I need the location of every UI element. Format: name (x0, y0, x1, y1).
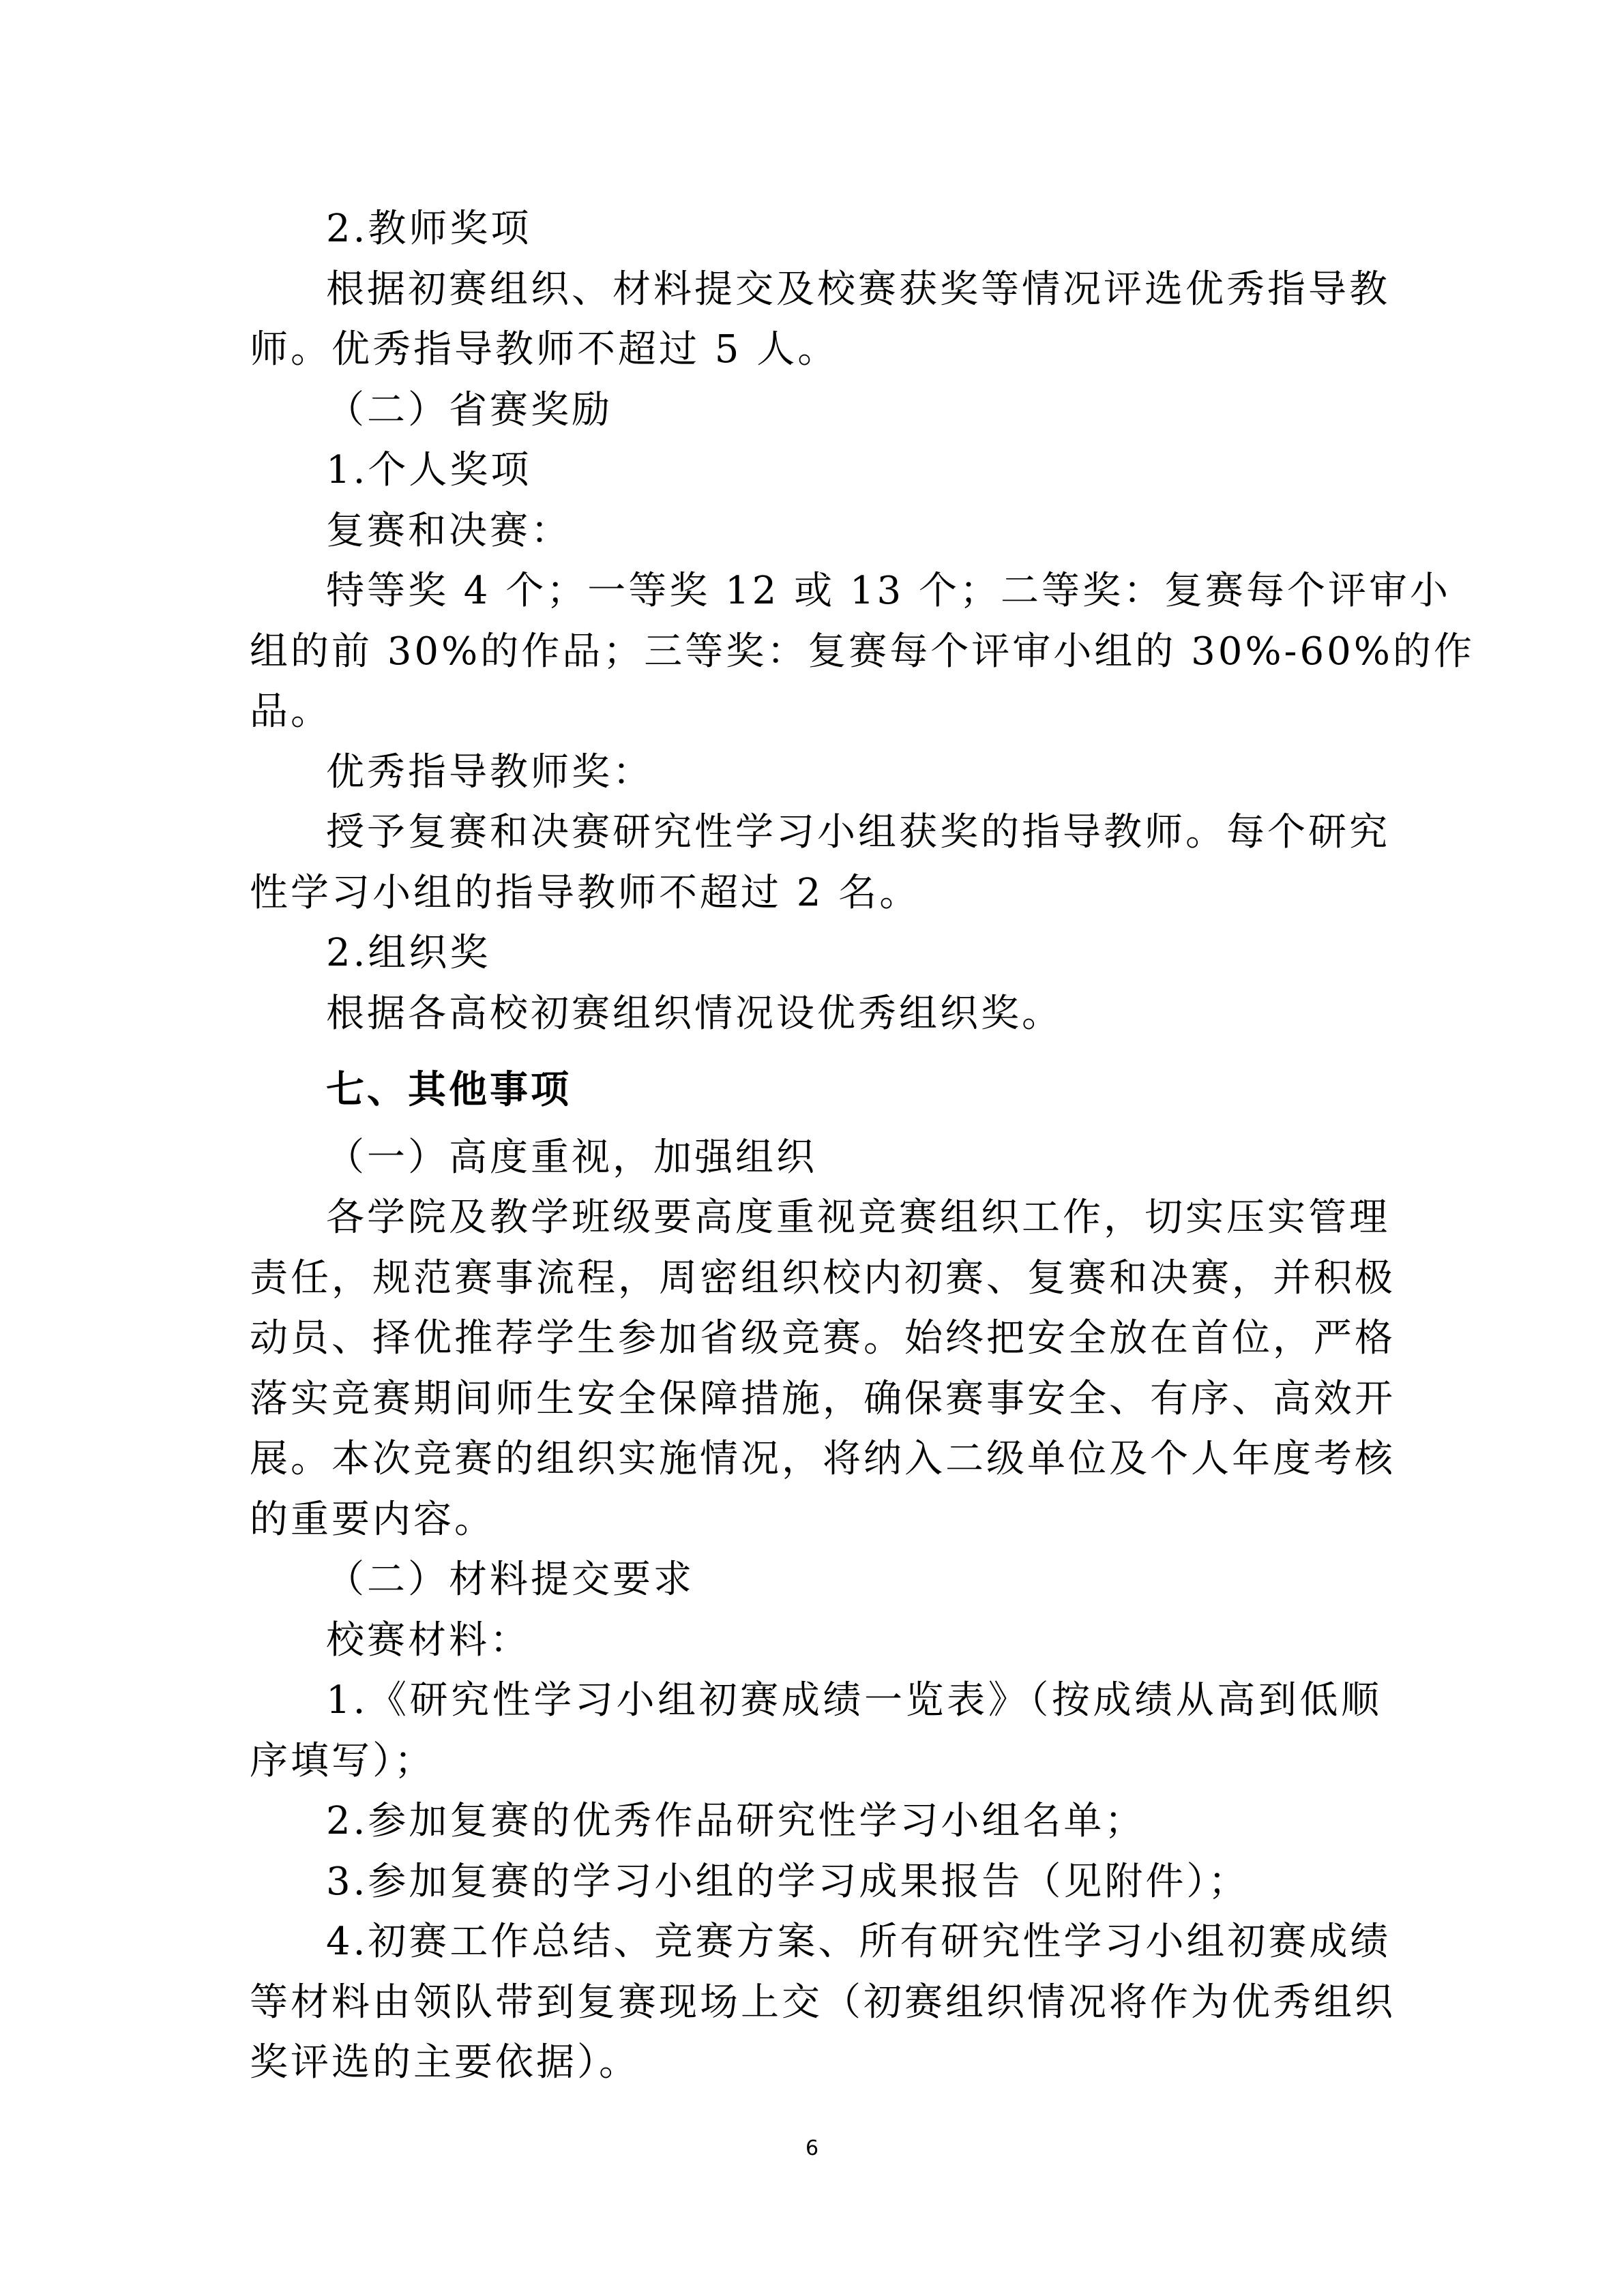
page-number: 6 (805, 2136, 819, 2160)
paragraph-line: 优秀指导教师奖： (326, 749, 653, 794)
paragraph-line: 责任，规范赛事流程，周密组织校内初赛、复赛和决赛，并积极 (250, 1255, 1396, 1300)
list-item: 4.初赛工作总结、竞赛方案、所有研究性学习小组初赛成绩 (326, 1920, 1391, 1964)
chapter-heading-other-matters: 七、其他事项 (326, 1068, 572, 1112)
section-heading-organization: （一）高度重视，加强组织 (326, 1135, 817, 1180)
list-item: 3.参加复赛的学习小组的学习成果报告（见附件）； (326, 1859, 1250, 1904)
paragraph-line: 的重要内容。 (250, 1497, 495, 1542)
paragraph-line: 性学习小组的指导教师不超过 2 名。 (250, 870, 921, 915)
paragraph-line: 复赛和决赛： (326, 508, 572, 553)
list-item: 2.参加复赛的优秀作品研究性学习小组名单； (326, 1799, 1146, 1843)
paragraph-line: 师。优秀指导教师不超过 5 人。 (250, 327, 839, 372)
section-heading-material-requirements: （二）材料提交要求 (326, 1557, 694, 1602)
subheading-individual-award: 1.个人奖项 (326, 448, 532, 492)
paragraph-line: 品。 (250, 689, 331, 734)
document-body (250, 199, 1475, 2093)
paragraph-line: 动员、择优推荐学生参加省级竞赛。始终把安全放在首位，严格 (250, 1316, 1396, 1360)
section-heading-provincial-awards: （二）省赛奖励 (326, 387, 612, 432)
paragraph-line: 授予复赛和决赛研究性学习小组获奖的指导教师。每个研究 (326, 810, 1390, 854)
paragraph-line: 组的前 30%的作品；三等奖：复赛每个评审小组的 30%-60%的作 (250, 629, 1475, 674)
list-item: 1.《研究性学习小组初赛成绩一览表》（按成绩从高到低顺 (326, 1678, 1382, 1723)
paragraph-line: 校赛材料： (326, 1617, 531, 1663)
paragraph-line: 根据各高校初赛组织情况设优秀组织奖。 (326, 991, 1063, 1036)
list-item-continuation: 等材料由领队带到复赛现场上交（初赛组织情况将作为优秀组织 (250, 1980, 1396, 2025)
subheading-organization-award: 2.组织奖 (326, 931, 491, 975)
subheading-teacher-award: 2.教师奖项 (326, 207, 532, 251)
list-item-continuation: 奖评选的主要依据）。 (250, 2040, 640, 2085)
paragraph-line: 特等奖 4 个；一等奖 12 或 13 个；二等奖：复赛每个评审小 (326, 569, 1451, 613)
paragraph-line: 展。本次竞赛的组织实施情况，将纳入二级单位及个人年度考核 (250, 1437, 1396, 1481)
list-item-continuation: 序填写）； (250, 1738, 435, 1783)
paragraph-line: 各学院及教学班级要高度重视竞赛组织工作，切实压实管理 (326, 1195, 1390, 1240)
paragraph-line: 落实竞赛期间师生安全保障措施，确保赛事安全、有序、高效开 (250, 1376, 1396, 1421)
paragraph-line: 根据初赛组织、材料提交及校赛获奖等情况评选优秀指导教 (326, 267, 1390, 312)
